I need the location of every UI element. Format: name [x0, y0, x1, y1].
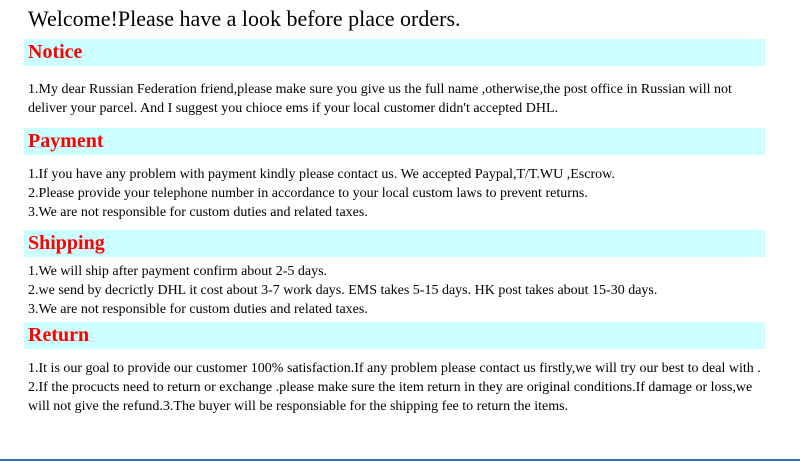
section-body-shipping — [28, 262, 773, 319]
section-title-payment: Payment — [28, 130, 104, 152]
section-body-notice — [28, 80, 773, 118]
page-header — [0, 0, 800, 36]
section-bar-shipping — [24, 230, 765, 257]
notice-line-1: 1.My dear Russian Federation friend,please make sure you give us the full name ,otherwise,the post office in Russian will not deliver your parcel. And I suggest you chioce ems if your local customer didn't accepted DHL. — [28, 82, 732, 116]
shipping-line-2: 2.we send by decrictly DHL it cost about 3-7 work days. EMS takes 5-15 days. HK post takes about 15-30 days. — [28, 283, 658, 298]
payment-line-2: 2.Please provide your telephone number in accordance to your local custom laws to prevent returns. — [28, 186, 588, 201]
shipping-line-3: 3.We are not responsible for custom duties and related taxes. — [28, 302, 368, 317]
payment-line-3: 3.We are not responsible for custom duties and related taxes. — [28, 205, 368, 220]
section-body-return — [28, 359, 773, 416]
return-line-2: 2.If the procucts need to return or exchange .please make sure the item return in they are original conditions.If damage or loss,we will not give the refund.3.The buyer will be responsiable for the shipping fee to return the items. — [28, 380, 753, 414]
return-line-1: 1.It is our goal to provide our customer 100% satisfaction.If any problem please contact us firstly,we will try our best to deal with . — [28, 361, 761, 376]
section-title-shipping: Shipping — [28, 232, 105, 254]
page-title: Welcome!Please have a look before place orders. — [28, 6, 461, 31]
shipping-line-1: 1.We will ship after payment confirm about 2-5 days. — [28, 264, 328, 279]
section-title-notice: Notice — [28, 41, 83, 63]
section-title-return: Return — [28, 324, 90, 346]
section-body-payment — [28, 165, 773, 222]
section-bar-return — [24, 322, 765, 349]
section-bar-notice — [24, 39, 765, 66]
payment-line-1: 1.If you have any problem with payment kindly please contact us. We accepted Paypal,T/T.WU ,Escrow. — [28, 167, 615, 182]
section-bar-payment — [24, 128, 765, 155]
